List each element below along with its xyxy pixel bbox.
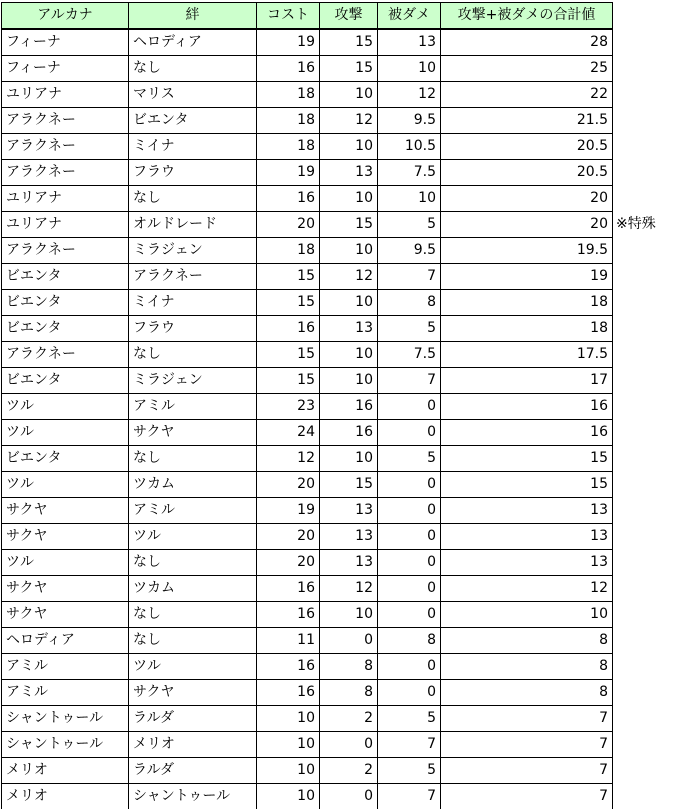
table-cell-total: 17	[441, 368, 613, 394]
table-row	[2, 238, 613, 264]
table-cell-cost: 15	[257, 342, 320, 368]
table-cell-total: 13	[441, 524, 613, 550]
table-cell-cost: 18	[257, 108, 320, 134]
table-cell-damage: 7	[378, 784, 441, 809]
table-cell-total: 16	[441, 394, 613, 420]
table-cell-arcana: フィーナ	[2, 56, 129, 82]
table-row	[2, 550, 613, 576]
table-cell-bond: ツル	[129, 524, 257, 550]
table-cell-attack: 10	[320, 368, 378, 394]
table-cell-cost: 15	[257, 290, 320, 316]
table-cell-cost: 23	[257, 394, 320, 420]
column-header-cost: コスト	[257, 3, 320, 30]
table-cell-attack: 13	[320, 316, 378, 342]
table-cell-arcana: ビエンタ	[2, 446, 129, 472]
table-cell-total: 7	[441, 706, 613, 732]
table-cell-arcana: サクヤ	[2, 498, 129, 524]
table-cell-arcana: ユリアナ	[2, 212, 129, 238]
table-cell-arcana: アラクネー	[2, 108, 129, 134]
column-header-attack: 攻撃	[320, 3, 378, 30]
header-row	[2, 3, 613, 30]
table-cell-bond: サクヤ	[129, 680, 257, 706]
table-cell-arcana: ツル	[2, 420, 129, 446]
table-row	[2, 342, 613, 368]
table-row	[2, 498, 613, 524]
table-cell-cost: 10	[257, 784, 320, 809]
table-cell-attack: 13	[320, 160, 378, 186]
table-cell-damage: 7	[378, 264, 441, 290]
table-cell-bond: ラルダ	[129, 706, 257, 732]
table-row	[2, 394, 613, 420]
column-header-damage: 被ダメ	[378, 3, 441, 30]
table-cell-total: 20.5	[441, 160, 613, 186]
table-row	[2, 706, 613, 732]
table-cell-damage: 0	[378, 602, 441, 628]
table-cell-bond: サクヤ	[129, 420, 257, 446]
table-cell-bond: ラルダ	[129, 758, 257, 784]
table-cell-bond: なし	[129, 602, 257, 628]
table-cell-bond: なし	[129, 446, 257, 472]
table-cell-damage: 8	[378, 290, 441, 316]
table-row	[2, 82, 613, 108]
table-row	[2, 56, 613, 82]
table-cell-cost: 12	[257, 446, 320, 472]
table-cell-total: 13	[441, 550, 613, 576]
table-cell-attack: 10	[320, 290, 378, 316]
table-cell-bond: なし	[129, 628, 257, 654]
table-cell-cost: 10	[257, 758, 320, 784]
table-cell-total: 18	[441, 290, 613, 316]
table-row	[2, 134, 613, 160]
table-cell-total: 20	[441, 212, 613, 238]
table-cell-arcana: ツル	[2, 472, 129, 498]
table-cell-arcana: アラクネー	[2, 342, 129, 368]
table-cell-damage: 5	[378, 212, 441, 238]
table-cell-damage: 10.5	[378, 134, 441, 160]
table-cell-attack: 10	[320, 602, 378, 628]
table-cell-bond: ミイナ	[129, 290, 257, 316]
table-cell-attack: 12	[320, 108, 378, 134]
column-header-arcana: アルカナ	[2, 3, 129, 30]
table-row	[2, 212, 613, 238]
table-cell-total: 19	[441, 264, 613, 290]
table-cell-bond: ヘロディア	[129, 29, 257, 56]
table-cell-damage: 0	[378, 420, 441, 446]
table-row	[2, 680, 613, 706]
table-cell-cost: 20	[257, 212, 320, 238]
table-cell-total: 20.5	[441, 134, 613, 160]
table-cell-arcana: アラクネー	[2, 238, 129, 264]
table-cell-arcana: ビエンタ	[2, 316, 129, 342]
table-cell-cost: 19	[257, 29, 320, 56]
table-cell-cost: 16	[257, 186, 320, 212]
table-cell-cost: 15	[257, 368, 320, 394]
table-cell-total: 8	[441, 680, 613, 706]
table-cell-arcana: アミル	[2, 654, 129, 680]
table-cell-cost: 16	[257, 680, 320, 706]
table-cell-arcana: アミル	[2, 680, 129, 706]
table-cell-attack: 16	[320, 394, 378, 420]
table-cell-attack: 10	[320, 82, 378, 108]
table-row	[2, 108, 613, 134]
table-cell-total: 20	[441, 186, 613, 212]
table-cell-arcana: ユリアナ	[2, 186, 129, 212]
table-cell-attack: 10	[320, 186, 378, 212]
table-row	[2, 290, 613, 316]
table-cell-cost: 19	[257, 498, 320, 524]
table-cell-bond: アミル	[129, 394, 257, 420]
table-cell-attack: 10	[320, 238, 378, 264]
table-cell-cost: 10	[257, 732, 320, 758]
table-cell-total: 17.5	[441, 342, 613, 368]
table-cell-arcana: ヘロディア	[2, 628, 129, 654]
arcana-bond-table	[1, 2, 613, 809]
table-cell-total: 7	[441, 784, 613, 809]
table-row	[2, 576, 613, 602]
table-cell-attack: 2	[320, 706, 378, 732]
column-header-total: 攻撃+被ダメの合計値	[441, 3, 613, 30]
table-cell-arcana: ツル	[2, 394, 129, 420]
table-cell-bond: ミラジェン	[129, 238, 257, 264]
table-cell-arcana: メリオ	[2, 758, 129, 784]
table-cell-attack: 15	[320, 472, 378, 498]
table-cell-damage: 13	[378, 29, 441, 56]
table-cell-attack: 12	[320, 576, 378, 602]
table-cell-bond: なし	[129, 550, 257, 576]
table-cell-cost: 15	[257, 264, 320, 290]
table-cell-damage: 5	[378, 706, 441, 732]
table-cell-cost: 11	[257, 628, 320, 654]
table-cell-damage: 5	[378, 758, 441, 784]
table-cell-bond: マリス	[129, 82, 257, 108]
table-cell-total: 8	[441, 654, 613, 680]
table-row	[2, 160, 613, 186]
table-cell-damage: 5	[378, 316, 441, 342]
table-row	[2, 602, 613, 628]
table-cell-cost: 16	[257, 316, 320, 342]
table-cell-damage: 0	[378, 394, 441, 420]
table-cell-attack: 13	[320, 550, 378, 576]
table-cell-total: 10	[441, 602, 613, 628]
table-cell-arcana: フィーナ	[2, 29, 129, 56]
table-cell-damage: 0	[378, 524, 441, 550]
table-cell-attack: 15	[320, 212, 378, 238]
table-cell-total: 12	[441, 576, 613, 602]
table-cell-arcana: ユリアナ	[2, 82, 129, 108]
table-cell-bond: ビエンタ	[129, 108, 257, 134]
table-cell-attack: 2	[320, 758, 378, 784]
table-cell-arcana: シャントゥール	[2, 706, 129, 732]
table-cell-total: 28	[441, 29, 613, 56]
table-cell-arcana: アラクネー	[2, 160, 129, 186]
table-cell-bond: ツカム	[129, 472, 257, 498]
table-cell-attack: 13	[320, 498, 378, 524]
table-cell-arcana: ビエンタ	[2, 368, 129, 394]
table-cell-damage: 7.5	[378, 342, 441, 368]
table-cell-cost: 19	[257, 160, 320, 186]
table-cell-bond: アラクネー	[129, 264, 257, 290]
table-cell-bond: ツカム	[129, 576, 257, 602]
table-cell-total: 13	[441, 498, 613, 524]
table-cell-attack: 0	[320, 732, 378, 758]
table-cell-bond: フラウ	[129, 160, 257, 186]
table-cell-arcana: サクヤ	[2, 576, 129, 602]
table-cell-attack: 8	[320, 680, 378, 706]
table-row	[2, 472, 613, 498]
table-cell-total: 7	[441, 758, 613, 784]
table-cell-arcana: ツル	[2, 550, 129, 576]
table-cell-bond: なし	[129, 56, 257, 82]
table-cell-damage: 9.5	[378, 238, 441, 264]
table-cell-total: 16	[441, 420, 613, 446]
table-cell-cost: 20	[257, 472, 320, 498]
table-cell-cost: 16	[257, 56, 320, 82]
table-cell-damage: 10	[378, 186, 441, 212]
table-cell-damage: 7	[378, 732, 441, 758]
table-cell-attack: 10	[320, 446, 378, 472]
table-cell-bond: フラウ	[129, 316, 257, 342]
column-header-bond: 絆	[129, 3, 257, 30]
table-cell-arcana: アラクネー	[2, 134, 129, 160]
table-cell-attack: 16	[320, 420, 378, 446]
table-cell-total: 8	[441, 628, 613, 654]
table-cell-attack: 0	[320, 784, 378, 809]
table-cell-cost: 16	[257, 654, 320, 680]
table-row	[2, 784, 613, 809]
special-note: ※特殊	[616, 216, 656, 232]
table-row	[2, 29, 613, 56]
table-cell-damage: 0	[378, 680, 441, 706]
table-cell-attack: 0	[320, 628, 378, 654]
table-cell-attack: 10	[320, 134, 378, 160]
table-cell-damage: 0	[378, 550, 441, 576]
table-cell-total: 25	[441, 56, 613, 82]
table-row	[2, 420, 613, 446]
table-cell-damage: 0	[378, 472, 441, 498]
table-row	[2, 446, 613, 472]
table-cell-bond: メリオ	[129, 732, 257, 758]
table-cell-arcana: サクヤ	[2, 524, 129, 550]
table-cell-cost: 18	[257, 134, 320, 160]
table-cell-attack: 15	[320, 29, 378, 56]
table-cell-bond: ツル	[129, 654, 257, 680]
table-row	[2, 732, 613, 758]
table-cell-cost: 18	[257, 238, 320, 264]
table-cell-damage: 10	[378, 56, 441, 82]
table-cell-attack: 12	[320, 264, 378, 290]
table-cell-bond: ミイナ	[129, 134, 257, 160]
table-cell-cost: 18	[257, 82, 320, 108]
table-cell-total: 15	[441, 472, 613, 498]
table-cell-damage: 0	[378, 576, 441, 602]
table-cell-damage: 0	[378, 654, 441, 680]
table-cell-cost: 16	[257, 602, 320, 628]
table-row	[2, 368, 613, 394]
table-cell-attack: 10	[320, 342, 378, 368]
table-cell-damage: 7	[378, 368, 441, 394]
table-cell-cost: 20	[257, 550, 320, 576]
table-cell-total: 15	[441, 446, 613, 472]
table-cell-attack: 8	[320, 654, 378, 680]
table-cell-attack: 13	[320, 524, 378, 550]
table-cell-arcana: メリオ	[2, 784, 129, 809]
table-row	[2, 316, 613, 342]
table-cell-attack: 15	[320, 56, 378, 82]
table-cell-cost: 24	[257, 420, 320, 446]
table-cell-total: 18	[441, 316, 613, 342]
table-cell-arcana: ビエンタ	[2, 264, 129, 290]
table-cell-total: 22	[441, 82, 613, 108]
table-cell-cost: 16	[257, 576, 320, 602]
table-cell-damage: 9.5	[378, 108, 441, 134]
table-cell-bond: なし	[129, 342, 257, 368]
table-cell-cost: 10	[257, 706, 320, 732]
table-row	[2, 628, 613, 654]
table-cell-damage: 7.5	[378, 160, 441, 186]
table-cell-arcana: シャントゥール	[2, 732, 129, 758]
table-body	[2, 29, 613, 809]
table-cell-bond: オルドレード	[129, 212, 257, 238]
table-cell-total: 21.5	[441, 108, 613, 134]
table-cell-damage: 8	[378, 628, 441, 654]
table-row	[2, 654, 613, 680]
table-cell-arcana: サクヤ	[2, 602, 129, 628]
table-row	[2, 264, 613, 290]
table-cell-damage: 12	[378, 82, 441, 108]
table-cell-bond: なし	[129, 186, 257, 212]
table-cell-arcana: ビエンタ	[2, 290, 129, 316]
table-cell-damage: 0	[378, 498, 441, 524]
table-cell-bond: アミル	[129, 498, 257, 524]
table-row	[2, 758, 613, 784]
table-row	[2, 186, 613, 212]
table-cell-bond: ミラジェン	[129, 368, 257, 394]
table-cell-total: 7	[441, 732, 613, 758]
table-cell-bond: シャントゥール	[129, 784, 257, 809]
table-row	[2, 524, 613, 550]
table-cell-damage: 5	[378, 446, 441, 472]
table-cell-cost: 20	[257, 524, 320, 550]
table-cell-total: 19.5	[441, 238, 613, 264]
